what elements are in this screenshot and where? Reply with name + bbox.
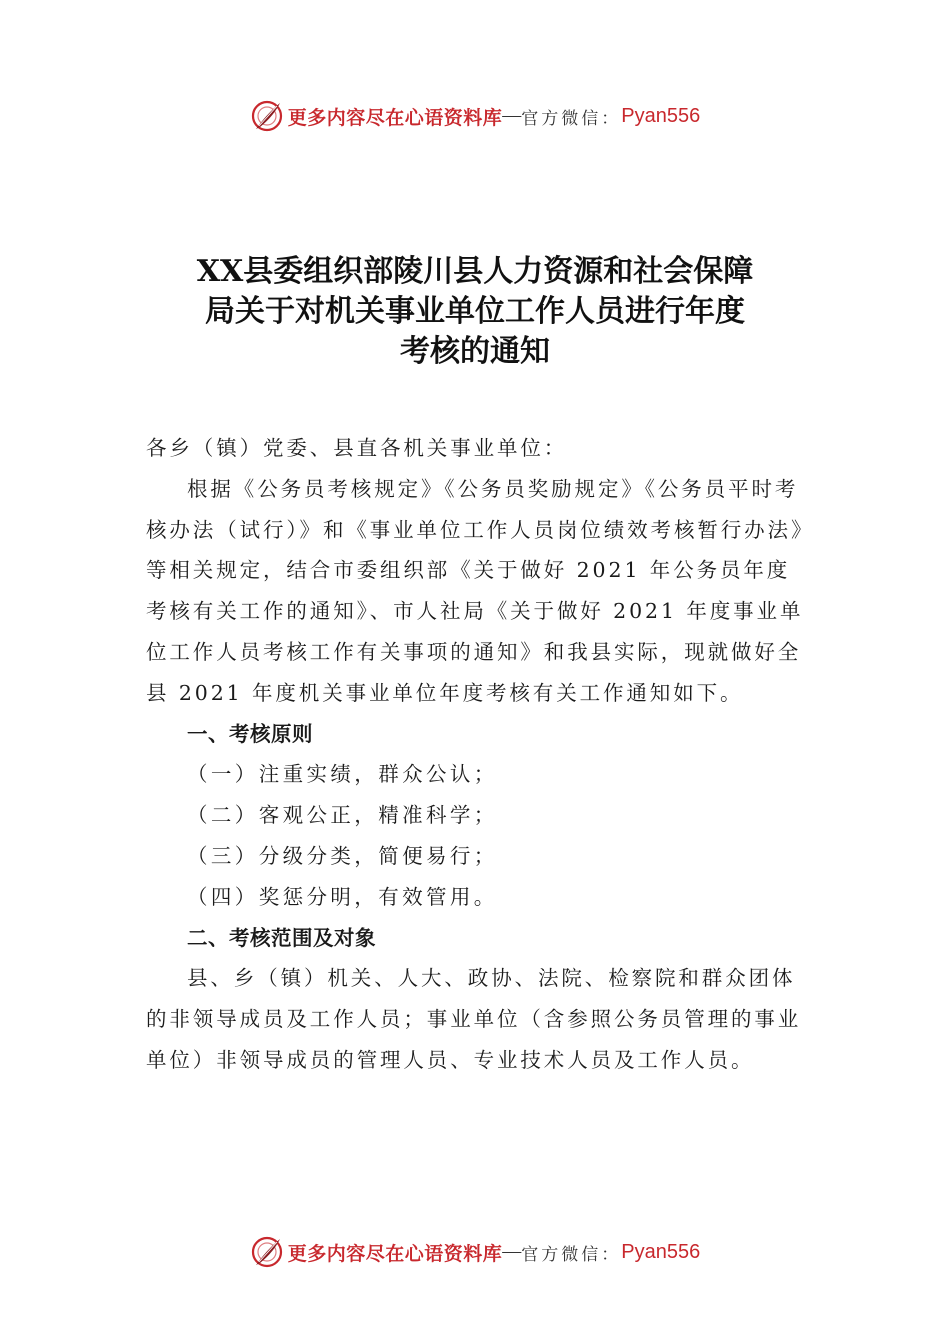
list-item: （四）奖惩分明，有效管用。 — [187, 884, 498, 909]
intro-paragraph: 根据《公务员考核规定》《公务员奖励规定》《公务员平时考核办法（试行）》和《事业单位工作人员岗位绩效考核暂行办法》等相关规定，结合市委组织部《关于做好 2021 年公务员年度考核有关工作的通知》、市人社局《关于做好 2021 年度事业单位工作人员考核工作有关事项的通知》和我县实际，现就做好全县 2021 年度机关事业单位年度考核有关工作通知如下。 — [146, 476, 805, 705]
banner-separator: — — [502, 105, 522, 126]
title-line: 考核的通知 — [400, 334, 550, 369]
list-item: （一）注重实绩，群众公认； — [187, 762, 498, 787]
banner-label: 官方微信： — [521, 108, 622, 129]
list-item: （三）分级分类，简便易行； — [187, 843, 498, 868]
title-line: 局关于对机关事业单位工作人员进行年度 — [205, 294, 745, 329]
salutation: 各乡（镇）党委、县直各机关事业单位： — [146, 436, 568, 460]
document-title — [140, 252, 810, 372]
banner-wechat-id: Pyan556 — [621, 104, 701, 127]
list-item: （二）客观公正，精准科学； — [187, 803, 498, 828]
scope-paragraph: 县、乡（镇）机关、人大、政协、法院、检察院和群众团体的非领导成员及工作人员；事业单位（含参照公务员管理的事业单位）非领导成员的管理人员、专业技术人员及工作人员。 — [146, 966, 802, 1072]
banner-text: 更多内容尽在心语资料库 — [287, 1242, 503, 1265]
title-line: XX县委组织部陵川县人力资源和社会保障 — [196, 254, 754, 289]
feather-logo-icon — [250, 1235, 284, 1269]
banner-wechat-id: Pyan556 — [621, 1240, 701, 1263]
section-heading: 一、考核原则 — [187, 721, 313, 746]
banner-label: 官方微信： — [521, 1244, 622, 1265]
footer-banner — [0, 1230, 950, 1274]
feather-logo-icon — [250, 99, 284, 133]
document-body — [146, 428, 806, 1081]
banner-separator: — — [502, 1241, 522, 1262]
banner-text: 更多内容尽在心语资料库 — [287, 106, 503, 129]
section-heading: 二、考核范围及对象 — [187, 925, 376, 950]
header-banner — [0, 94, 950, 138]
